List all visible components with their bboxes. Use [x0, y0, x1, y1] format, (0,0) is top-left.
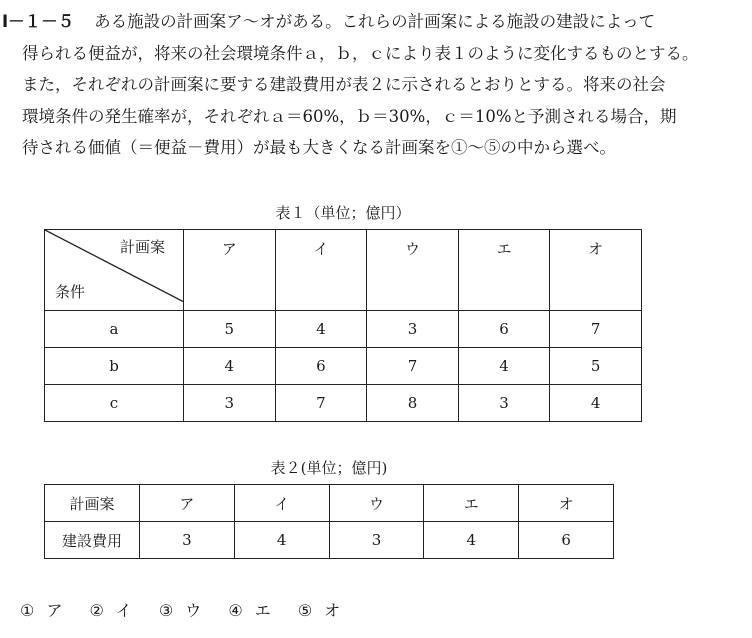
plan-header: ウ: [329, 485, 424, 522]
problem-line-5: 待される価値（＝便益－費用）が最も大きくなる計画案を①～⑤の中から選べ。: [22, 138, 616, 157]
choice-label: オ: [324, 601, 341, 620]
condition-label: b: [45, 348, 184, 385]
cost-cell: 3: [140, 522, 235, 559]
cost-cell: 6: [519, 522, 614, 559]
benefit-cell: 8: [367, 385, 459, 422]
problem-id: Ⅰ－１－５: [2, 12, 75, 31]
cost-table-header: [45, 485, 614, 522]
cost-table: [44, 484, 614, 559]
plan-header-label: 計画案: [45, 485, 140, 522]
benefit-cell: 4: [550, 385, 642, 422]
benefit-cell: 7: [275, 385, 367, 422]
cost-cell: 4: [424, 522, 519, 559]
choice-label: イ: [115, 601, 132, 620]
choice-number: ①: [20, 601, 35, 620]
benefit-cell: 6: [275, 348, 367, 385]
choice-number: ③: [158, 601, 174, 620]
choice-number: ②: [89, 601, 104, 620]
cost-cell: 3: [329, 522, 424, 559]
choice-3[interactable]: [159, 598, 201, 621]
benefit-cell: 5: [550, 348, 642, 385]
table-row: [45, 385, 642, 422]
problem-line-3: また，それぞれの計画案に要する建設費用が表２に示されるとおりとする。将来の社会: [22, 75, 666, 94]
problem-line-4: 環境条件の発生確率が，それぞれａ＝60%，ｂ＝30%，ｃ＝10%と予測される場合，期: [22, 106, 677, 126]
plan-header: ア: [184, 230, 276, 311]
table1-caption: 表１（単位；億円）: [275, 204, 411, 222]
choice-number: ④: [228, 601, 243, 620]
problem-line-1: [0, 6, 752, 38]
corner-plan-label: 計画案: [119, 238, 165, 256]
cost-row-label: 建設費用: [45, 522, 140, 559]
benefit-cell: 5: [184, 311, 276, 348]
choice-1[interactable]: [20, 598, 62, 621]
benefit-table: [44, 229, 642, 422]
benefit-cell: 3: [458, 385, 550, 422]
cost-cell: 4: [234, 522, 329, 559]
choice-number: ⑤: [297, 601, 313, 620]
choice-5[interactable]: [298, 598, 340, 621]
choice-label: エ: [254, 601, 271, 620]
choice-label: ウ: [185, 601, 202, 620]
choice-2[interactable]: [89, 598, 131, 621]
benefit-cell: 6: [458, 311, 550, 348]
benefit-cell: 4: [184, 348, 276, 385]
choice-label: ア: [46, 601, 63, 620]
corner-cell: [45, 230, 184, 311]
answer-choices: [20, 598, 362, 621]
benefit-cell: 3: [367, 311, 459, 348]
plan-header: イ: [234, 485, 329, 522]
plan-header: オ: [519, 485, 614, 522]
problem-text: [0, 6, 752, 164]
condition-label: c: [45, 385, 184, 422]
benefit-cell: 7: [367, 348, 459, 385]
table-row: [45, 311, 642, 348]
benefit-table-header: [45, 230, 642, 311]
plan-header: ア: [140, 485, 235, 522]
condition-label: a: [45, 311, 184, 348]
benefit-cell: 4: [275, 311, 367, 348]
plan-header: エ: [424, 485, 519, 522]
plan-header: オ: [550, 230, 642, 311]
table2-caption: 表２(単位；億円): [270, 459, 388, 477]
problem-line-1-text: ある施設の計画案ア～オがある。これらの計画案による施設の建設によって: [94, 12, 656, 31]
table-row: [45, 522, 614, 559]
plan-header: イ: [275, 230, 367, 311]
table-row: [45, 348, 642, 385]
plan-header: エ: [458, 230, 550, 311]
benefit-cell: 4: [458, 348, 550, 385]
choice-4[interactable]: [228, 598, 270, 621]
plan-header: ウ: [367, 230, 459, 311]
problem-line-2: 得られる便益が，将来の社会環境条件ａ，ｂ，ｃにより表１のように変化するものとする。: [22, 43, 699, 63]
benefit-cell: 3: [184, 385, 276, 422]
corner-condition-label: 条件: [55, 283, 86, 301]
benefit-cell: 7: [550, 311, 642, 348]
